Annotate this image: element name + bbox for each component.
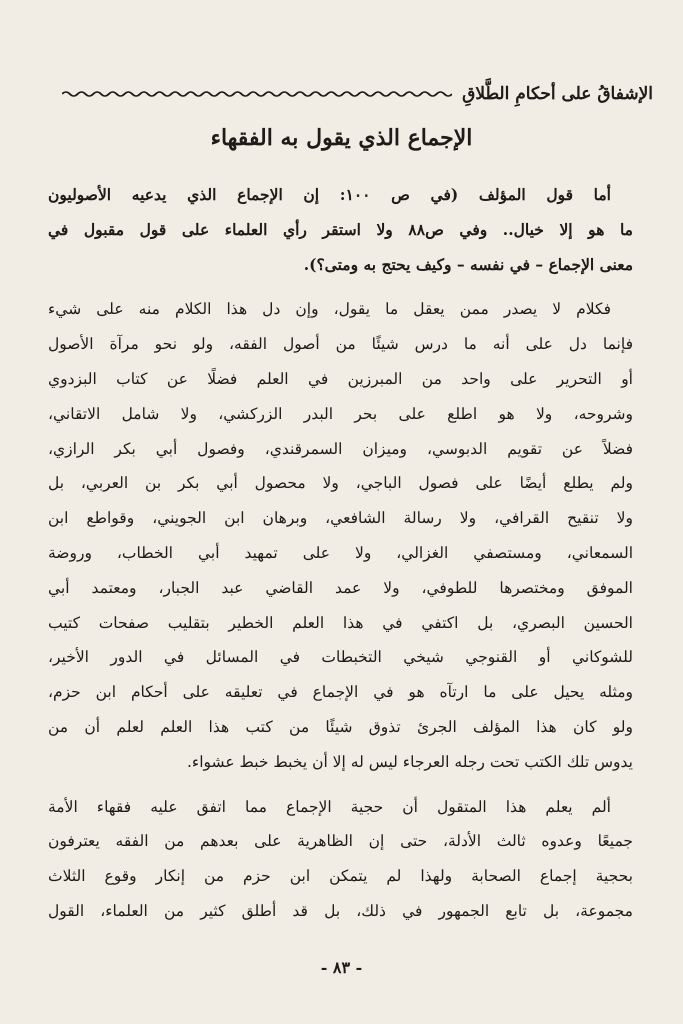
text-line: أما قول المؤلف (في ص ١٠٠: إن الإجماع الذي يدعيه الأصوليون (48, 185, 611, 204)
text-line: جميعًا وعدوه ثالث الأدلة، حتى إن الظاهرية على بعدهم من الفقه يعترفون (48, 832, 633, 851)
text-line: يدوس تلك الكتب تحت رجله العرجاء ليس له إلا أن يخبط خبط عشواء. (187, 752, 633, 771)
text-line: السمعاني، ومستصفي الغزالي، ولا على تمهيد أبي الخطاب، وروضة (48, 543, 633, 562)
text-line: الحسين البصري، بل اكتفي في هذا العلم الخطير بتقليب صفحات كتيب (48, 613, 633, 632)
text-line: فضلاً عن تقويم الدبوسي، وميزان السمرقندي، وفصول أبي بكر الرازي، (48, 439, 633, 458)
paragraph-1 (48, 178, 633, 282)
text-line: وشروحه، ولا هو اطلع على بحر البدر الزركشي، ولا شامل الاتقاني، (48, 404, 633, 423)
section-heading: الإجماع الذي يقول به الفقهاء (210, 125, 473, 151)
paragraph-3 (48, 790, 633, 929)
running-header (62, 80, 653, 108)
text-line: أو التحرير على واحد من المبرزين في العلم فضلًا عن كتاب البزدوي (48, 369, 633, 388)
text-line: فإنما دل على أنه ما درس شيئًا من أصول الفقه، ولو نحو مرآة الأصول (48, 335, 633, 354)
text-line: ألم يعلم هذا المتقول أن حجية الإجماع مما اتفق عليه فقهاء الأمة (48, 797, 611, 816)
text-line: ولم يطلع أيضًا على فصول الباجي، ولا محصول أبي بكر بن العربي، بل (48, 474, 633, 493)
text-line: فكلام لا يصدر ممن يعقل ما يقول، وإن دل هذا الكلام منه على شيء (48, 300, 611, 319)
running-title: الإشفاقُ على أحكامِ الطَّلاقِ (462, 84, 653, 104)
text-line: ومثله يحيل على ما ارتآه هو في الإجماع في تعليقه على أحكام ابن حزم، (48, 683, 633, 702)
text-line: للشوكاني أو القنوجي شيخي التخبطات في المسائل في الدور الأخير، (48, 648, 633, 667)
paragraph-2 (48, 292, 633, 779)
text-line: ولا تنقيح القرافي، ولا رسالة الشافعي، وبرهان ابن الجويني، وقواطع ابن (48, 509, 633, 528)
text-line: مجموعة، بل تابع الجمهور في ذلك، بل قد أطلق كثير من العلماء، القول (48, 901, 633, 920)
body-text (48, 178, 633, 939)
text-line: ما هو إلا خيال.. وفي ص٨٨ ولا استقر رأي العلماء على قول مقبول في (48, 219, 633, 239)
text-line: بحجية إجماع الصحابة ولهذا لم يتمكن ابن حزم من إنكار وقوع الثلاث (48, 867, 633, 886)
text-line: الموفق ومختصرها للطوفي، ولا عمد القاضي عبد الجبار، ومعتمد أبي (48, 578, 633, 597)
page-number: - ٨٣ - (320, 958, 363, 977)
header-wavy-rule (62, 88, 452, 100)
text-line: ولو كان هذا المؤلف الجرئ تذوق شيئًا من كتب هذا العلم لعلم أن من (48, 717, 633, 736)
text-line: معنى الإجماع – في نفسه – وكيف يحتج به ومتى؟). (303, 254, 633, 274)
